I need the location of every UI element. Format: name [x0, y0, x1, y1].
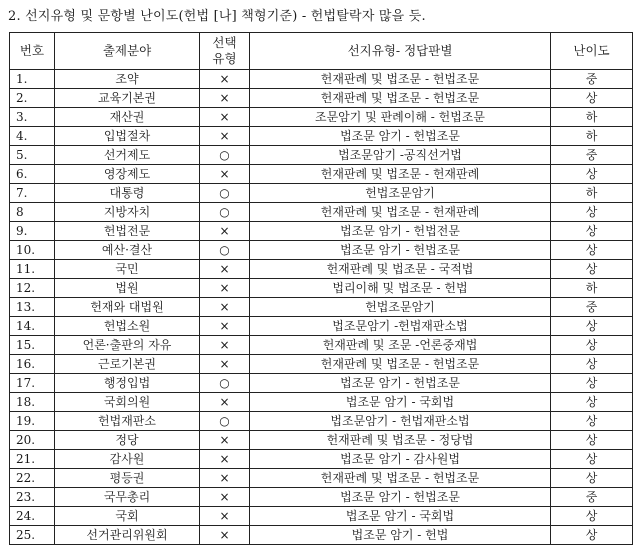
difficulty-cell: 상: [551, 431, 633, 450]
answer-type-cell: 법조문 암기 - 헌법조문: [250, 127, 551, 146]
row-number-cell: 12.: [10, 279, 55, 298]
row-number-cell: 6.: [10, 165, 55, 184]
header-difficulty: 난이도: [551, 33, 633, 70]
answer-type-cell: 법조문암기 -공직선거법: [250, 146, 551, 165]
row-number-cell: 25.: [10, 526, 55, 545]
table-row: [10, 70, 633, 89]
table-row: [10, 146, 633, 165]
table-row: [10, 279, 633, 298]
field-cell: 헌법전문: [55, 222, 200, 241]
table-row: [10, 298, 633, 317]
difficulty-cell: 하: [551, 279, 633, 298]
difficulty-cell: 상: [551, 355, 633, 374]
table-row: [10, 431, 633, 450]
field-cell: 국무총리: [55, 488, 200, 507]
table-row: [10, 241, 633, 260]
difficulty-cell: 상: [551, 469, 633, 488]
row-number-cell: 1.: [10, 70, 55, 89]
row-number-cell: 11.: [10, 260, 55, 279]
choice-type-mark: ×: [200, 450, 250, 469]
choice-type-mark: ×: [200, 507, 250, 526]
answer-type-cell: 법조문 암기 - 헌법조문: [250, 241, 551, 260]
field-cell: 언론·출판의 자유: [55, 336, 200, 355]
table-row: [10, 355, 633, 374]
difficulty-cell: 상: [551, 222, 633, 241]
table-header-row: [10, 33, 633, 70]
answer-type-cell: 법조문 암기 - 헌법: [250, 526, 551, 545]
field-cell: 행정입법: [55, 374, 200, 393]
choice-type-mark: ×: [200, 355, 250, 374]
difficulty-cell: 상: [551, 317, 633, 336]
header-number: 번호: [10, 33, 55, 70]
answer-type-cell: 헌재판례 및 법조문 - 국적법: [250, 260, 551, 279]
choice-type-mark: ×: [200, 222, 250, 241]
field-cell: 재산권: [55, 108, 200, 127]
answer-type-cell: 헌법조문암기: [250, 298, 551, 317]
answer-type-cell: 헌재판례 및 법조문 - 헌법조문: [250, 70, 551, 89]
answer-type-cell: 법조문 암기 - 국회법: [250, 393, 551, 412]
answer-type-cell: 헌재판례 및 법조문 - 헌재판례: [250, 165, 551, 184]
choice-type-mark: ×: [200, 488, 250, 507]
answer-type-cell: 헌재판례 및 법조문 - 헌법조문: [250, 355, 551, 374]
field-cell: 예산·결산: [55, 241, 200, 260]
row-number-cell: 23.: [10, 488, 55, 507]
table-row: [10, 127, 633, 146]
field-cell: 감사원: [55, 450, 200, 469]
choice-type-mark: ×: [200, 127, 250, 146]
difficulty-cell: 상: [551, 393, 633, 412]
difficulty-table: [9, 32, 633, 545]
choice-type-mark: ×: [200, 469, 250, 488]
answer-type-cell: 헌재판례 및 조문 -언론중재법: [250, 336, 551, 355]
row-number-cell: 9.: [10, 222, 55, 241]
row-number-cell: 10.: [10, 241, 55, 260]
field-cell: 교육기본권: [55, 89, 200, 108]
choice-type-mark: ○: [200, 203, 250, 222]
answer-type-cell: 헌재판례 및 법조문 - 헌법조문: [250, 469, 551, 488]
answer-type-cell: 법조문 암기 - 감사원법: [250, 450, 551, 469]
table-row: [10, 526, 633, 545]
row-number-cell: 5.: [10, 146, 55, 165]
field-cell: 정당: [55, 431, 200, 450]
difficulty-cell: 하: [551, 108, 633, 127]
difficulty-cell: 상: [551, 260, 633, 279]
field-cell: 선거제도: [55, 146, 200, 165]
table-row: [10, 488, 633, 507]
table-row: [10, 374, 633, 393]
field-cell: 지방자치: [55, 203, 200, 222]
table-row: [10, 260, 633, 279]
row-number-cell: 13.: [10, 298, 55, 317]
row-number-cell: 21.: [10, 450, 55, 469]
answer-type-cell: 헌재판례 및 법조문 - 헌법조문: [250, 89, 551, 108]
choice-type-mark: ×: [200, 89, 250, 108]
table-row: [10, 184, 633, 203]
row-number-cell: 14.: [10, 317, 55, 336]
answer-type-cell: 법조문 암기 - 국회법: [250, 507, 551, 526]
table-row: [10, 108, 633, 127]
choice-type-mark: ×: [200, 108, 250, 127]
row-number-cell: 18.: [10, 393, 55, 412]
choice-type-mark: ○: [200, 412, 250, 431]
field-cell: 입법절차: [55, 127, 200, 146]
row-number-cell: 7.: [10, 184, 55, 203]
field-cell: 국회의원: [55, 393, 200, 412]
field-cell: 선거관리위원회: [55, 526, 200, 545]
table-row: [10, 203, 633, 222]
answer-type-cell: 법리이해 및 법조문 - 헌법: [250, 279, 551, 298]
row-number-cell: 2.: [10, 89, 55, 108]
difficulty-cell: 상: [551, 89, 633, 108]
table-body: [10, 70, 633, 545]
field-cell: 국민: [55, 260, 200, 279]
field-cell: 헌재와 대법원: [55, 298, 200, 317]
choice-type-mark: ○: [200, 241, 250, 260]
field-cell: 근로기본권: [55, 355, 200, 374]
table-row: [10, 507, 633, 526]
answer-type-cell: 헌법조문암기: [250, 184, 551, 203]
field-cell: 조약: [55, 70, 200, 89]
difficulty-cell: 하: [551, 184, 633, 203]
row-number-cell: 24.: [10, 507, 55, 526]
choice-type-mark: ×: [200, 260, 250, 279]
difficulty-cell: 중: [551, 298, 633, 317]
answer-type-cell: 법조문 암기 - 헌법전문: [250, 222, 551, 241]
difficulty-cell: 중: [551, 70, 633, 89]
difficulty-cell: 상: [551, 241, 633, 260]
field-cell: 평등권: [55, 469, 200, 488]
header-field: 출제분야: [55, 33, 200, 70]
choice-type-mark: ×: [200, 431, 250, 450]
choice-type-mark: ×: [200, 336, 250, 355]
header-choice-type-line2: 유형: [212, 51, 237, 66]
choice-type-mark: ×: [200, 70, 250, 89]
choice-type-mark: ×: [200, 279, 250, 298]
field-cell: 헌법소원: [55, 317, 200, 336]
choice-type-mark: ×: [200, 317, 250, 336]
header-answer-type: 선지유형- 정답판별: [250, 33, 551, 70]
row-number-cell: 22.: [10, 469, 55, 488]
choice-type-mark: ○: [200, 374, 250, 393]
document-title: 2. 선지유형 및 문항별 난이도(헌법 [나] 책형기준) - 헌법탈락자 많을 듯.: [8, 9, 426, 24]
difficulty-cell: 상: [551, 450, 633, 469]
row-number-cell: 4.: [10, 127, 55, 146]
table-row: [10, 317, 633, 336]
difficulty-cell: 상: [551, 336, 633, 355]
difficulty-cell: 상: [551, 165, 633, 184]
header-choice-type-line1: 선택: [212, 35, 237, 50]
table-row: [10, 412, 633, 431]
answer-type-cell: 헌재판례 및 법조문 - 정당법: [250, 431, 551, 450]
difficulty-cell: 하: [551, 127, 633, 146]
answer-type-cell: 법조문암기 - 헌법재판소법: [250, 412, 551, 431]
row-number-cell: 15.: [10, 336, 55, 355]
row-number-cell: 20.: [10, 431, 55, 450]
field-cell: 법원: [55, 279, 200, 298]
table-row: [10, 89, 633, 108]
field-cell: 영장제도: [55, 165, 200, 184]
field-cell: 국회: [55, 507, 200, 526]
table-row: [10, 336, 633, 355]
choice-type-mark: ×: [200, 393, 250, 412]
answer-type-cell: 법조문암기 -헌법재판소법: [250, 317, 551, 336]
row-number-cell: 17.: [10, 374, 55, 393]
table-row: [10, 222, 633, 241]
header-choice-type: [200, 33, 250, 70]
difficulty-cell: 상: [551, 203, 633, 222]
difficulty-cell: 상: [551, 507, 633, 526]
table-row: [10, 393, 633, 412]
answer-type-cell: 법조문 암기 - 헌법조문: [250, 488, 551, 507]
row-number-cell: 16.: [10, 355, 55, 374]
field-cell: 대통령: [55, 184, 200, 203]
difficulty-cell: 중: [551, 488, 633, 507]
table-row: [10, 450, 633, 469]
difficulty-cell: 중: [551, 146, 633, 165]
difficulty-cell: 상: [551, 412, 633, 431]
choice-type-mark: ×: [200, 165, 250, 184]
answer-type-cell: 법조문 암기 - 헌법조문: [250, 374, 551, 393]
difficulty-cell: 상: [551, 526, 633, 545]
table-row: [10, 165, 633, 184]
table-row: [10, 469, 633, 488]
choice-type-mark: ○: [200, 184, 250, 203]
field-cell: 헌법재판소: [55, 412, 200, 431]
row-number-cell: 19.: [10, 412, 55, 431]
choice-type-mark: ×: [200, 526, 250, 545]
row-number-cell: 8: [10, 203, 55, 222]
answer-type-cell: 조문암기 및 판례이해 - 헌법조문: [250, 108, 551, 127]
choice-type-mark: ○: [200, 146, 250, 165]
difficulty-cell: 상: [551, 374, 633, 393]
row-number-cell: 3.: [10, 108, 55, 127]
choice-type-mark: ×: [200, 298, 250, 317]
answer-type-cell: 헌재판례 및 법조문 - 헌재판례: [250, 203, 551, 222]
